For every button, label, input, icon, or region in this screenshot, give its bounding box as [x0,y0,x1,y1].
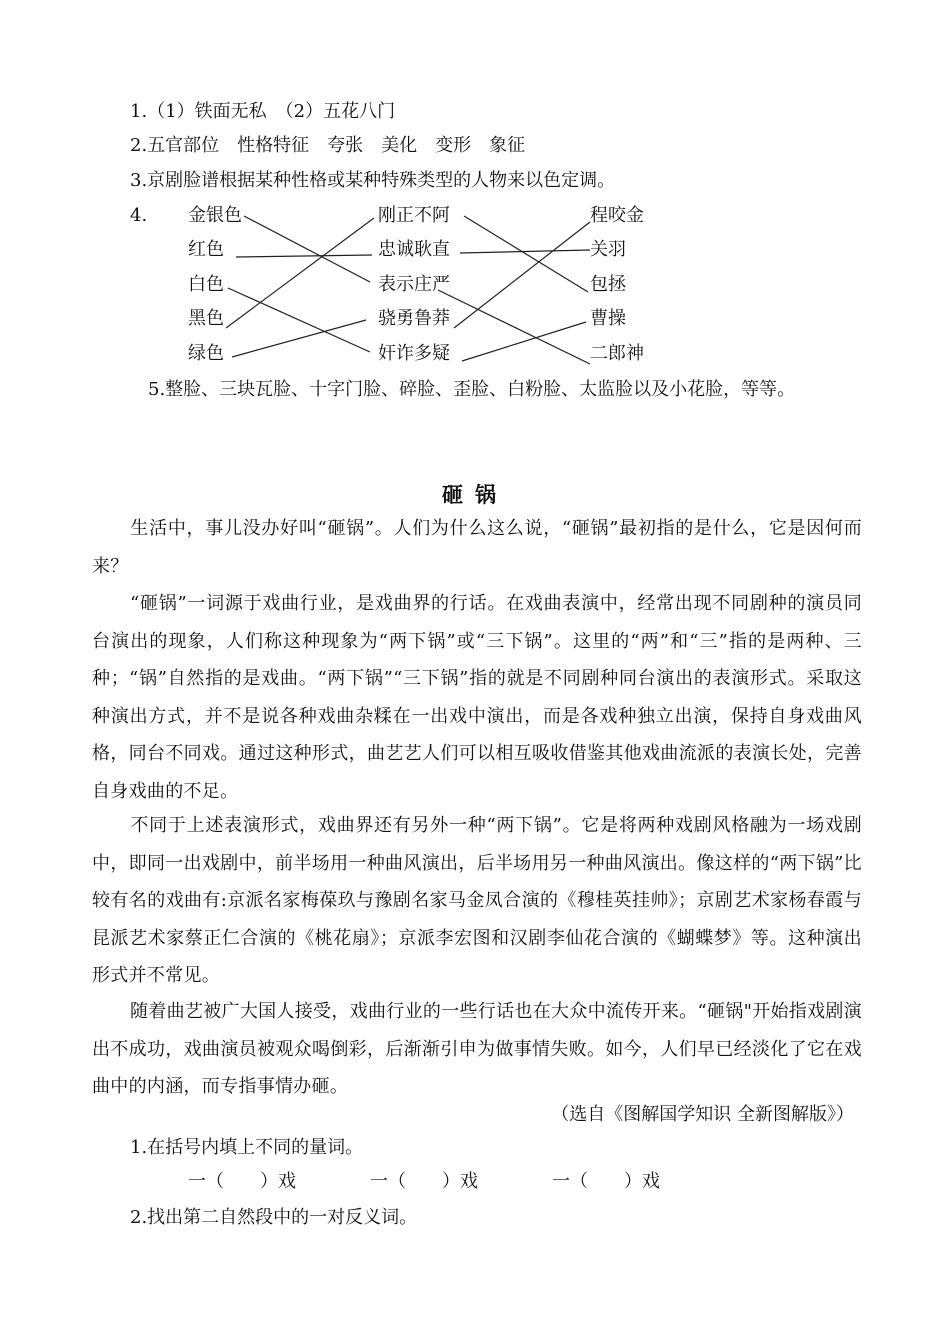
blank-item: 一（ ）戏 [370,1171,478,1192]
blank-item: 一（ ）戏 [188,1171,296,1192]
match-line [462,322,586,361]
match-line [244,216,370,282]
match-line [438,290,590,364]
person-item: 关羽 [590,239,626,260]
person-item: 包拯 [590,274,626,295]
matching-lines [0,0,950,400]
match-line [228,288,370,352]
trait-item: 刚正不阿 [378,205,450,226]
article-paragraph-1: 生活中，事儿没办好叫“砸锅”。人们为什么这么说，“砸锅”最初指的是什么，它是因何而来？ [92,518,862,577]
answer-2: 2.五官部位 性格特征 夸张 美化 变形 象征 [130,135,526,156]
trait-item: 奸诈多疑 [378,343,450,364]
match-line [232,320,366,357]
match-line [236,255,372,257]
answer-3: 3.京剧脸谱根据某种性格或某种特殊类型的人物来以色定调。 [130,170,616,191]
answer-5: 5.整脸、三块瓦脸、十字门脸、碎脸、歪脸、白粉脸、太监脸以及小花脸，等等。 [148,379,796,400]
article-paragraph-3: 不同于上述表演形式，戏曲界还有另外一种“两下锅”。它是将两种戏剧风格融为一场戏剧中，即同一出戏剧中，前半场用一种曲风演出，后半场用另一种曲风演出。像这样的“两下锅”比较有名的戏曲有:京派名家梅葆玖与豫剧名家马金凤合演的《穆桂英挂帅》；京剧艺术家杨春霞与昆派艺术家蔡正仁合演的《桃花扇》；京派李宏图和汉剧李仙花合演的《蝴蝶梦》等。这种演出形式并不常见。 [92,815,862,986]
question-2: 2.找出第二自然段中的一对反义词。 [130,1207,418,1228]
question-1: 1.在括号内填上不同的量词。 [130,1137,364,1158]
trait-item: 表示庄严 [378,274,450,295]
match-line [454,222,590,328]
color-item: 黑色 [188,308,224,329]
answer-4-number: 4. [130,205,148,226]
color-item: 白色 [188,274,224,295]
person-item: 二郎神 [590,343,644,364]
color-item: 红色 [188,239,224,260]
article-paragraph-2: “砸锅”一词源于戏曲行业，是戏曲界的行话。在戏曲表演中，经常出现不同剧种的演员同台演出的现象，人们称这种现象为“两下锅”或“三下锅”。这里的“两”和“三”指的是两种、三种；“锅”自然指的是戏曲。“两下锅”“三下锅”指的就是不同剧种同台演出的表演形式。采取这种演出方式，并不是说各种戏曲杂糅在一出戏中演出，而是各戏种独立出演，保持自身戏曲风格，同台不同戏。通过这种形式，曲艺艺人们可以相互吸收借鉴其他戏曲流派的表演长处，完善自身戏曲的不足。 [92,593,862,802]
color-item: 金银色 [188,205,242,226]
blank-item: 一（ ）戏 [552,1171,660,1192]
person-item: 程咬金 [590,205,644,226]
article-source: （选自《图解国学知识 全新图解版》） [551,1104,854,1125]
article-paragraph-4: 随着曲艺被广大国人接受，戏曲行业的一些行话也在大众中流传开来。“砸锅"开始指戏剧演出不成功，戏曲演员被观众喝倒彩，后渐渐引申为做事情失败。如今，人们早已经淡化了它在戏曲中的内涵，而专指事情办砸。 [92,1001,862,1097]
trait-item: 忠诚耿直 [378,239,450,260]
match-line [460,250,590,253]
person-item: 曹操 [590,308,626,329]
trait-item: 骁勇鲁莽 [378,308,450,329]
match-line [464,216,588,292]
article-title: 砸锅 [442,482,508,507]
answer-1: 1.（1）铁面无私 （2）五花八门 [130,101,396,122]
color-item: 绿色 [188,343,224,364]
